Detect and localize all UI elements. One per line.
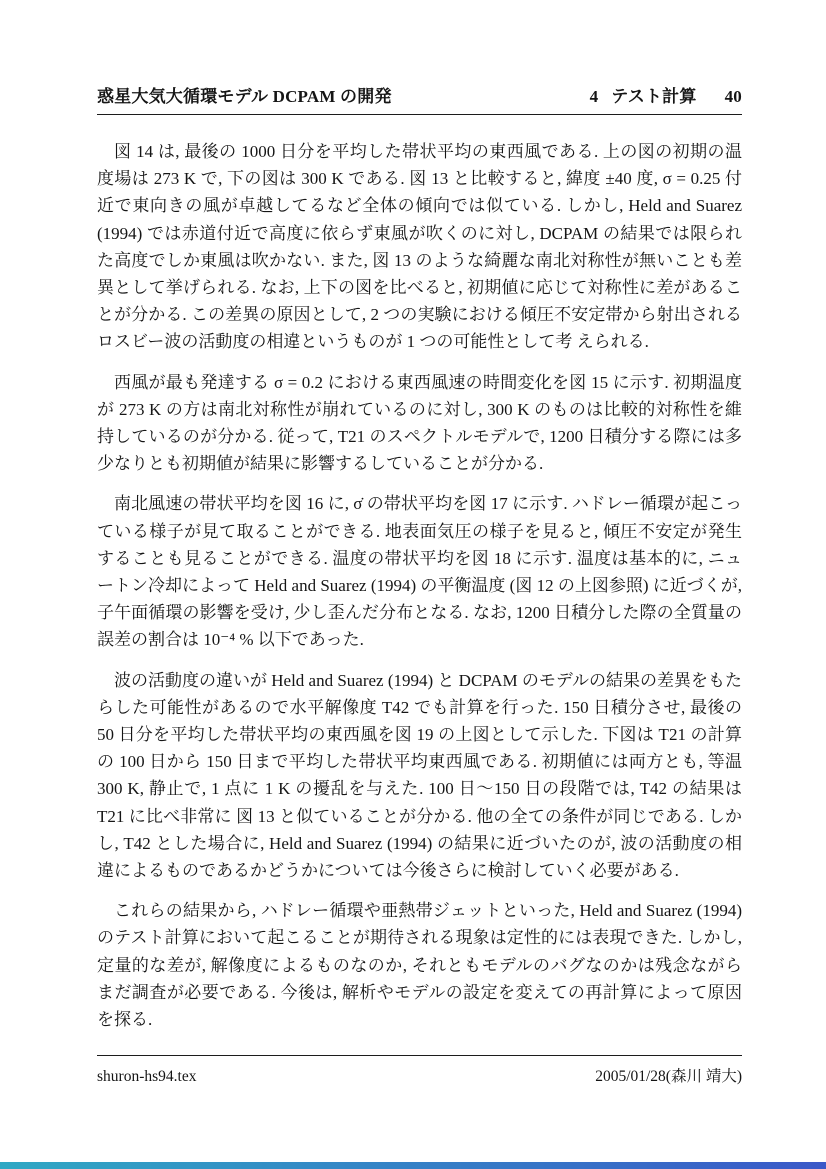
body-paragraph: これらの結果から, ハドレー循環や亜熱帯ジェットといった, Held and Suarez (1994) のテスト計算において起こることが期待される現象は定性的には表現できた. しかし, 定量的な差が, 解像度によるものなのか, それともモデルのバグなのかは残念ながらまだ調査が必要である. 今後は, 解析やモデルの設定を変えての再計算によって原因を探る. [97, 901, 742, 1030]
body-paragraph: 波の活動度の違いが Held and Suarez (1994) と DCPAM のモデルの結果の差異をもたらした可能性があるので水平解像度 T42 でも計算を行った. 150 日積分させ, 最後の 50 日分を平均した帯状平均の東西風を図 19 の上図として示した. 下図は T21 の計算の 100 日から 150 日まで平均した帯状平均東西風である. 初期値には両方とも, 等温 300 K, 静止で, 1 点に 1 K の擾乱を与えた. 100 日〜150 日の段階では, T42 の結果は T21 に比べ非常に 図 13 と似ていることが分かる. 他の全ての条件が同じである. しかし, T42 とした場合に, Held and Suarez (1994) の結果に近づいたのが, 波の活動度の相違によるものであるかどうかについては今後さらに検討していく必要がある. [97, 670, 742, 881]
section-number: 4 [589, 87, 599, 106]
page-number: 40 [724, 87, 742, 106]
body-paragraph: 図 14 は, 最後の 1000 日分を平均した帯状平均の東西風である. 上の図の初期の温度場は 273 K で, 下の図は 300 K である. 図 13 と比較すると, 緯度 ±40 度, σ = 0.25 付近で東向きの風が卓越してるなど全体の傾向では似ている. しかし, Held and Suarez (1994) では赤道付近で高度に依らず東風が吹くのに対し, DCPAM の結果では限られた高度でしか東風は吹かない. また, 図 13 のような綺麗な南北対称性が無いことも差異として挙げられる. なお, 上下の図を比べると, 初期値に応じて対称性に差があることが分かる. この差異の原因として, 2 つの実験における傾圧不安定帯から射出されるロスビー波の活動度の相違というものが 1 つの可能性として考 えられる. [97, 142, 742, 352]
body-paragraph: 西風が最も発達する σ = 0.2 における東西風速の時間変化を図 15 に示す. 初期温度が 273 K の方は南北対称性が崩れているのに対し, 300 K のものは比較的対称性を維持しているのが分かる. 従って, T21 のスペクトルモデルで, 1200 日積分する際には多少なりとも初期値が結果に影響するしていることが分かる. [97, 372, 742, 474]
section-title: テスト計算 [611, 87, 697, 106]
bottom-accent-bar [0, 1162, 826, 1169]
body-paragraph: 南北風速の帯状平均を図 16 に, σ̇ の帯状平均を図 17 に示す. ハドレー循環が起こっている様子が見て取ることができる. 地表面気圧の様子を見ると, 傾圧不安定が発生することも見ることができる. 温度の帯状平均を図 18 に示す. 温度は基本的に, ニュートン冷却によって Held and Suarez (1994) の平衡温度 (図 12 の上図参照) に近づくが, 子午面循環の影響を受け, 少し歪んだ分布となる. なお, 1200 日積分した際の全質量の誤差の割合は 10⁻⁴ % 以下であった. [97, 494, 742, 650]
footer-date-author: 2005/01/28(森川 靖大) [595, 1068, 742, 1085]
page-footer [97, 1055, 742, 1086]
document-body [97, 138, 742, 1046]
footer-filename: shuron-hs94.tex [97, 1068, 197, 1085]
page-header [97, 82, 742, 115]
running-title: 惑星大気大循環モデル DCPAM の開発 [97, 87, 392, 106]
header-right-group [590, 82, 742, 107]
section-heading [590, 82, 697, 107]
